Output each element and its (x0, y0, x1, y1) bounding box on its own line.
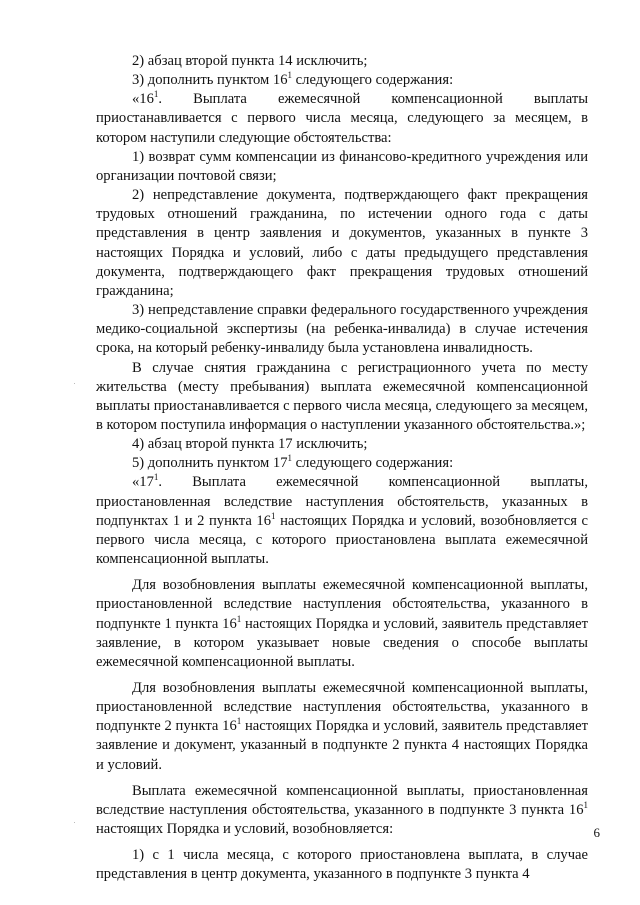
paragraph-p14 (96, 846, 588, 884)
text-run: настоящих Порядка и условий, возобновляется: (96, 821, 394, 838)
paragraph-p13 (96, 782, 588, 839)
paragraph-p4 (96, 148, 588, 186)
text-run: 1) с 1 числа месяца, с которого приостановлена выплата, в случае представления в центр документа, указанного в подпункте 3 пункта 4 (96, 847, 588, 883)
text-run: . Выплата ежемесячной компенсационной выплаты, приостановленная вследствие наступления обстоятельств, указанных в подпунктах 1 и 2 пункта 16 (96, 474, 588, 529)
superscript: 1 (583, 799, 588, 810)
paragraph-p1 (96, 52, 588, 71)
text-run: 3) дополнить пунктом 16 (132, 72, 288, 89)
text-run: 5) дополнить пунктом 17 (132, 455, 288, 472)
text-run: 2) непредставление документа, подтверждающего факт прекращения трудовых отношений гражданина, по истечении одного года с даты представления в центр заявления и документов, указанных в пункте 3 настоящих Порядка и условий, либо с даты предыдущего представления документа, подтверждающего факт прекращения трудовых отношений гражданина; (96, 187, 588, 299)
text-run: «16 (132, 91, 154, 108)
paragraph-p8 (96, 435, 588, 454)
paragraph-p9 (96, 454, 588, 473)
text-run: . Выплата ежемесячной компенсационной выплаты приостанавливается с первого числа месяца, следующего за месяцем, в котором наступили следующие обстоятельства: (96, 91, 588, 146)
text-run: следующего содержания: (292, 455, 454, 472)
paragraph-p10 (96, 473, 588, 569)
text-run: 2) абзац второй пункта 14 исключить; (132, 53, 368, 69)
text-run: Выплата ежемесячной компенсационной выплаты, приостановленная вследствие наступления обстоятельства, указанного в подпункте 3 пункта 16 (96, 782, 588, 818)
text-run: 1) возврат сумм компенсации из финансово-кредитного учреждения или организации почтовой связи; (96, 148, 588, 184)
superscript: 1 (287, 70, 293, 81)
text-run: настоящих Порядка и условий, заявитель представляет заявление, в котором указывает новые сведения о способе выплаты ежемесячной компенсационной выплаты. (96, 615, 588, 670)
superscript: 1 (153, 89, 159, 100)
text-run: 3) непредставление справки федерального государственного учреждения медико-социальной экспертизы (на ребенка-инвалида) в случае истечения срока, на который ребенку-инвалиду была установлена инвалидность. (96, 302, 588, 357)
superscript: 1 (236, 716, 242, 727)
text-run: «17 (132, 474, 154, 491)
document-body (96, 52, 588, 885)
superscript: 1 (271, 510, 276, 521)
paragraph-p6 (96, 301, 588, 358)
text-run: настоящих Порядка и условий, возобновляется с первого числа месяца, с которого приостановлена выплата ежемесячной компенсационной выплаты. (96, 512, 588, 568)
page-number: 6 (593, 825, 600, 840)
paragraph-p3 (96, 90, 588, 147)
superscript: 1 (287, 453, 293, 464)
text-run: Для возобновления выплаты ежемесячной компенсационной выплаты, приостановленной вследствие наступления обстоятельства, указанного в подпункте 2 пункта 16 (96, 680, 588, 735)
paragraph-p12 (96, 679, 588, 775)
scan-speck (74, 383, 75, 384)
paragraph-p7 (96, 359, 588, 436)
text-run: Для возобновления выплаты ежемесячной компенсационной выплаты, приостановленной вследствие наступления обстоятельства, указанного в подпункте 1 пункта 16 (96, 577, 588, 632)
paragraph-p5 (96, 186, 588, 301)
scan-speck (74, 822, 75, 823)
text-run: следующего содержания: (292, 72, 454, 89)
text-run: В случае снятия гражданина с регистрационного учета по месту жительства (месту пребывания) выплата ежемесячной компенсационной выплаты приостанавливается с первого числа месяца, следующего за месяцем, в котором поступила информация о наступлении указанного обстоятельства.»; (96, 359, 588, 433)
paragraph-p11 (96, 576, 588, 672)
text-run: настоящих Порядка и условий, заявитель представляет заявление и документ, указанный в подпункте 2 пункта 4 настоящих Порядка и условий. (96, 718, 588, 773)
paragraph-p2 (96, 71, 588, 90)
superscript: 1 (153, 472, 159, 483)
superscript: 1 (236, 613, 242, 624)
text-run: 4) абзац второй пункта 17 исключить; (132, 436, 368, 453)
